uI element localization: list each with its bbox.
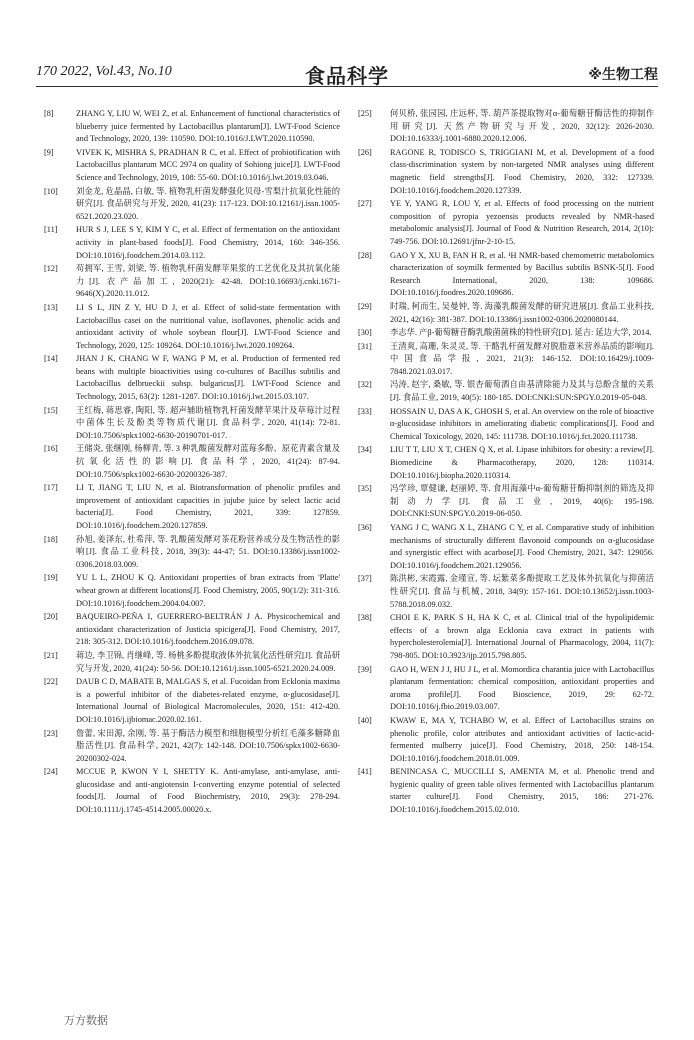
reference-text: 苟拥军, 王雪, 刘梁, 等. 植物乳杆菌发酵苹果浆的工艺优化及其抗氧化能力[J]. 农产品加工, 2020(21): 42-48. DOI:10.16693/j.cnki.1671-9646(X).2020.11.012. — [76, 264, 340, 299]
reference-entry — [358, 766, 654, 816]
reference-text: 王储炎, 张继刚, 杨柳青, 等. 3 种乳酸菌发酵对蓝莓多酚、原花青素含量及抗氧化活性的影响[J]. 食品科学, 2020, 41(24): 87-94. DOI:10.7506/spkx1002-6630-20200326-387. — [76, 444, 340, 479]
reference-text: 陈洪彬, 宋霞露, 金瑾宣, 等. 坛紫菜多酚提取工艺及体外抗氧化与抑菌活性研究[J]. 食品与机械, 2018, 34(9): 157-161. DOI:10.13652/j.issn.1003-5788.2018.09.032. — [390, 574, 654, 609]
reference-entry — [358, 341, 654, 379]
reference-text: YE Y, YANG R, LOU Y, et al. Effects of food processing on the nutrient composition of pyropia yezoensis products revealed by NMR-based metabolomic analysis[J]. Journal of Food & Nutrition Research, 2014, 2(10): 749-756. DOI:10.12691/jfnr-2-10-15. — [390, 199, 654, 246]
watermark: 万方数据 — [64, 1014, 108, 1027]
reference-text: 李志华. 产β-葡萄糖苷酶乳酸菌菌株的特性研究[D]. 延吉: 延边大学, 2014. — [390, 328, 652, 338]
reference-text: YU L L, ZHOU K Q. Antioxidant properties of bran extracts from 'Platte' wheat grown at different locations[J]. Food Chemistry, 2005, 90(1/2): 311-316. DOI:10.1016/j.foodchem.2004.04.007. — [76, 573, 340, 608]
reference-number: [40] — [358, 715, 372, 725]
reference-number: [37] — [358, 574, 372, 584]
reference-number: [26] — [358, 147, 372, 157]
page-number-volume: 170 2022, Vol.43, No.10 — [36, 64, 172, 79]
reference-entry — [44, 572, 340, 610]
reference-number: [17] — [44, 483, 58, 493]
reference-number: [38] — [358, 613, 372, 623]
reference-entry — [358, 483, 654, 521]
reference-entry — [358, 327, 654, 340]
reference-text: GAO Y X, XU B, FAN H R, et al. ¹H NMR-based chemometric metabolomics characterization of soymilk fermented by Bacillus subtilis BSNK-5[J]. Food Research International, 2020, 138: 109686. DOI:10.1016/j.foodres.2020.109686. — [390, 250, 654, 298]
reference-text: 冯涛, 赵宇, 桑敏, 等. 银杏葡萄酒自由基清除能力及其与总酚含量的关系[J]. 食品工业, 2019, 40(5): 180-185. DOI:CNKI:SUN:SPGY.0.2019-05-048. — [390, 380, 654, 403]
reference-entry — [358, 198, 654, 248]
reference-text: MCCUE P, KWON Y I, SHETTY K. Anti-amylase, anti-amylase, anti-glucosidase and anti-angiotensin I-converting enzyme potential of selected foods[J]. Journal of Food Biochemistry, 2010, 29(3): 278-294. DOI:10.1111/j.1745-4514.2005.00020.x. — [76, 767, 340, 815]
reference-number: [18] — [44, 534, 58, 544]
reference-entry — [44, 405, 340, 443]
journal-title-logo: 食品科学 — [305, 64, 389, 88]
reference-number: [19] — [44, 573, 58, 583]
reference-number: [23] — [44, 728, 58, 738]
reference-number: [13] — [44, 302, 58, 312]
reference-entry — [358, 715, 654, 765]
reference-entry — [44, 147, 340, 185]
reference-number: [16] — [44, 444, 58, 454]
reference-entry — [44, 728, 340, 766]
reference-entry — [358, 406, 654, 444]
reference-text: 王红梅, 蒋思睿, 陶阳, 等. 超声辅助植物乳杆菌发酵苹果汁及草莓汁过程中菌体生长及酚类等物质代谢[J]. 食品科学, 2020, 41(14): 72-81. DOI:10.7506/spkx1002-6630-20190701-017. — [76, 405, 340, 440]
reference-number: [21] — [44, 650, 58, 660]
reference-number: [27] — [358, 199, 372, 209]
reference-entry — [358, 379, 654, 404]
reference-number: [28] — [358, 250, 372, 260]
reference-entry — [44, 676, 340, 726]
reference-text: 孙旭, 姜泽东, 杜希萍, 等. 乳酸菌发酵对茶花粉营养成分及生物活性的影响[J]. 食品工业科技, 2018, 39(3): 44-47; 51. DOI:10.13386/j.issn1002-0306.2018.03.009. — [76, 534, 340, 569]
reference-number: [34] — [358, 445, 372, 455]
reference-text: HOSSAIN U, DAS A K, GHOSH S, et al. An overview on the role of bioactive α-glucosidase inhibitors in ameliorating diabetic complications[J]. Food and Chemical Toxicology, 2020, 145: 111738. DOI:10.1016/j.fct.2020.111738. — [390, 406, 654, 441]
reference-entry — [358, 108, 654, 146]
reference-text: 冯学珍, 覃健谦, 赵丽婷, 等. 食用海藻中α-葡萄糖苷酶抑制剂的筛选及抑制动力学[J]. 食品工业, 2019, 40(6): 195-198. DOI:CNKI:SUN:SPGY.0.2019-06-050. — [390, 484, 654, 519]
reference-number: [36] — [358, 523, 372, 532]
reference-number: [8] — [44, 109, 54, 118]
reference-number: [15] — [44, 405, 58, 415]
reference-text: BAQUEIRO-PEÑA I, GUERRERO-BELTRÁN J A. Physicochemical and antioxidant characterization of Justicia spicigera[J]. Food Chemistry, 2017, 218: 305-312. DOI:10.1016/j.foodchem.2016.09.078. — [76, 612, 340, 647]
reference-entry — [44, 353, 340, 403]
section-label: ※生物工程 — [588, 67, 658, 83]
reference-text: BENINCASA C, MUCCILLI S, AMENTA M, et al. Phenolic trend and hygienic quality of green table olives fermented with Lactobacillus plantarum starter culture[J]. Food Chemistry, 2015, 186: 271-276. DOI:10.1016/j.foodchem.2015.02.010. — [390, 767, 654, 815]
reference-text: 蒋边, 李卫锦, 肖继峰, 等. 杨桃多酚提取液体外抗氧化活性研究[J]. 食品研究与开发, 2020, 41(24): 50-56. DOI:10.12161/j.issn.1005-6521.2020.24.009. — [76, 650, 340, 673]
reference-text: 刘金龙, 危晶晶, 白敏, 等. 植物乳杆菌发酵强化贝母-雪梨汁抗氧化性能的研究[J]. 食品研究与开发, 2020, 41(23): 117-123. DOI:10.12161/j.issn.1005-6521.2020.23.020. — [76, 186, 340, 221]
reference-number: [12] — [44, 264, 58, 274]
reference-text: CHOI E K, PARK S H, HA K C, et al. Clinical trial of the hypolipidemic effects of a brown alga Ecklonia cava extract in patients with hypercholesterolemia[J]. International Journal of Pharmacology, 2004, 11(7): 798-805. DOI:10.3923/ijp.2015.798.805. — [390, 613, 654, 660]
reference-number: [31] — [358, 341, 372, 351]
reference-text: JHAN J K, CHANG W F, WANG P M, et al. Production of fermented red beans with multiple bioactivities using co-cultures of Bacillus subtilis and Lactobacillus delbrueckii subsp. bulgaricus[J]. LWT-Food Science and Technology, 2015, 63(2): 1281-1287. DOI:10.1016/j.lwt.2015.03.107. — [76, 354, 340, 402]
reference-entry — [44, 263, 340, 301]
reference-number: [11] — [44, 225, 58, 235]
reference-text: 时瑞, 柯而生, 吴曼钟, 等. 海藻乳酸菌发酵的研究进展[J]. 食品工业科技, 2021, 42(16): 381-387. DOI:10.13386/j.issn1002-0306.2020080144. — [390, 301, 654, 324]
reference-text: 詹蕾, 宋田源, 余刚, 等. 基于酶活力模型和细胞模型分析红毛藻多糖降血脂活性[J]. 食品科学, 2021, 42(7): 142-148. DOI:10.7506/spkx1002-6630-20200302-024. — [76, 728, 340, 763]
reference-entry — [358, 250, 654, 300]
reference-entry — [358, 573, 654, 611]
reference-text: GAO H, WEN J J, HU J L, et al. Momordica charantia juice with Lactobacillus plantarum fermentation: chemical composition, antioxidant properties and aroma profile[J]. Food Bioscience, 2019, 29: 62-72. DOI:10.1016/j.fbio.2019.03.007. — [390, 664, 654, 712]
page-header — [36, 62, 658, 87]
reference-entry — [358, 301, 654, 326]
references-left-column — [44, 108, 340, 818]
reference-entry — [44, 443, 340, 481]
reference-text: 何贝桥, 张园园, 庄远杯, 等. 葫芦茶提取物对α-葡萄糖苷酶活性的抑制作用研究[J]. 天然产物研究与开发, 2020, 32(12): 2026-2030. DOI:10.16333/j.1001-6880.2020.12.006. — [390, 109, 654, 144]
reference-text: DAUB C D, MABATE B, MALGAS S, et al. Fucoidan from Ecklonia maxima is a powerful inhibitor of the diabetes-related enzyme, α-glucosidase[J]. International Journal of Biological Macromolecules, 2020, 151: 412-420. DOI:10.1016/j.ijbiomac.2020.02.161. — [76, 677, 340, 724]
reference-entry — [358, 147, 654, 197]
reference-number: [10] — [44, 186, 58, 196]
reference-number: [32] — [358, 380, 372, 390]
reference-entry — [44, 650, 340, 675]
reference-entry — [358, 664, 654, 714]
reference-number: [20] — [44, 612, 58, 622]
reference-entry — [44, 224, 340, 262]
reference-entry — [358, 444, 654, 482]
reference-text: LI T, JIANG T, LIU N, et al. Biotransformation of phenolic profiles and improvement of antioxidant capacities in jujube juice by select lactic acid bacteria[J]. Food Chemistry, 2021, 339: 127859. DOI:10.1016/j.foodchem.2020.127859. — [76, 483, 340, 530]
reference-text: 王清爽, 高珊, 朱灵灵, 等. 干酪乳杆菌发酵对脱脂薏米营养品质的影响[J]. 中国食品学报, 2021, 21(3): 146-152. DOI:10.16429/j.1009-7848.2021.03.017. — [390, 341, 654, 376]
reference-number: [41] — [358, 767, 372, 777]
reference-number: [39] — [358, 664, 372, 674]
reference-text: RAGONE R, TODISCO S, TRIGGIANI M, et al. Development of a food class-discrimination system by non-targeted NMR analyses using different magnetic field strengths[J]. Food Chemistry, 2020, 332: 127339. DOI:10.1016/j.foodchem.2020.127339. — [390, 147, 654, 195]
reference-entry — [44, 302, 340, 352]
reference-text: KWAW E, MA Y, TCHABO W, et al. Effect of Lactobacillus strains on phenolic profile, color attributes and antioxidant activities of lactic-acid-fermented mulberry juice[J]. Food Chemistry, 2018, 250: 148-154. DOI:10.1016/j.foodchem.2018.01.009. — [390, 715, 654, 763]
reference-number: [29] — [358, 301, 372, 311]
reference-number: [25] — [358, 109, 372, 118]
reference-number: [9] — [44, 147, 54, 157]
reference-entry — [44, 534, 340, 572]
reference-entry — [44, 766, 340, 816]
reference-text: LI S L, JIN Z Y, HU D J, et al. Effect of solid-state fermentation with Lactobacillus casei on the nutritional value, isoflavones, phenolic acids and antioxidant activity of whole soybean flour[J]. LWT-Food Science and Technology, 2020, 125: 109264. DOI:10.1016/j.lwt.2020.109264. — [76, 302, 340, 350]
reference-entry — [44, 108, 340, 146]
reference-text: LIU T T, LIU X T, CHEN Q X, et al. Lipase inhibitors for obesity: a review[J]. Biomedicine & Pharmacotherapy, 2020, 128: 110314. DOI:10.1016/j.biopha.2020.110314. — [390, 445, 654, 480]
references-right-column — [358, 108, 654, 818]
reference-entry — [44, 186, 340, 224]
reference-number: [33] — [358, 406, 372, 416]
reference-entry — [44, 611, 340, 649]
reference-text: HUR S J, LEE S Y, KIM Y C, et al. Effect of fermentation on the antioxidant activity in plant-based foods[J]. Food Chemistry, 2014, 160: 346-356. DOI:10.1016/j.foodchem.2014.03.112. — [76, 225, 340, 260]
reference-number: [22] — [44, 677, 58, 687]
reference-entry — [358, 612, 654, 662]
reference-number: [35] — [358, 484, 372, 494]
reference-number: [14] — [44, 354, 58, 364]
reference-entry — [358, 522, 654, 572]
reference-text: YANG J C, WANG X L, ZHANG C Y, et al. Comparative study of inhibition mechanisms of structurally different flavonoid compounds on α-glucosidase and synergistic effect with acarbose[J]. Food Chemistry, 2021, 347: 129056. DOI:10.1016/j.foodchem.2021.129056. — [390, 523, 654, 570]
reference-text: ZHANG Y, LIU W, WEI Z, et al. Enhancement of functional characteristics of blueberry juice fermented by Lactobacillus plantarum[J]. LWT-Food Science and Technology, 2020, 139: 110590. DOI:10.1016/J.LWT.2020.110590. — [76, 109, 340, 144]
reference-entry — [44, 482, 340, 532]
reference-number: [30] — [358, 328, 372, 338]
reference-number: [24] — [44, 767, 58, 777]
reference-text: VIVEK K, MISHRA S, PRADHAN R C, et al. Effect of probiotification with Lactobacillus plantarum MCC 2974 on quality of Sohiong juice[J]. LWT-Food Science and Technology, 2019, 108: 55-60. DOI:10.1016/j.lwt.2019.03.046. — [76, 147, 340, 182]
